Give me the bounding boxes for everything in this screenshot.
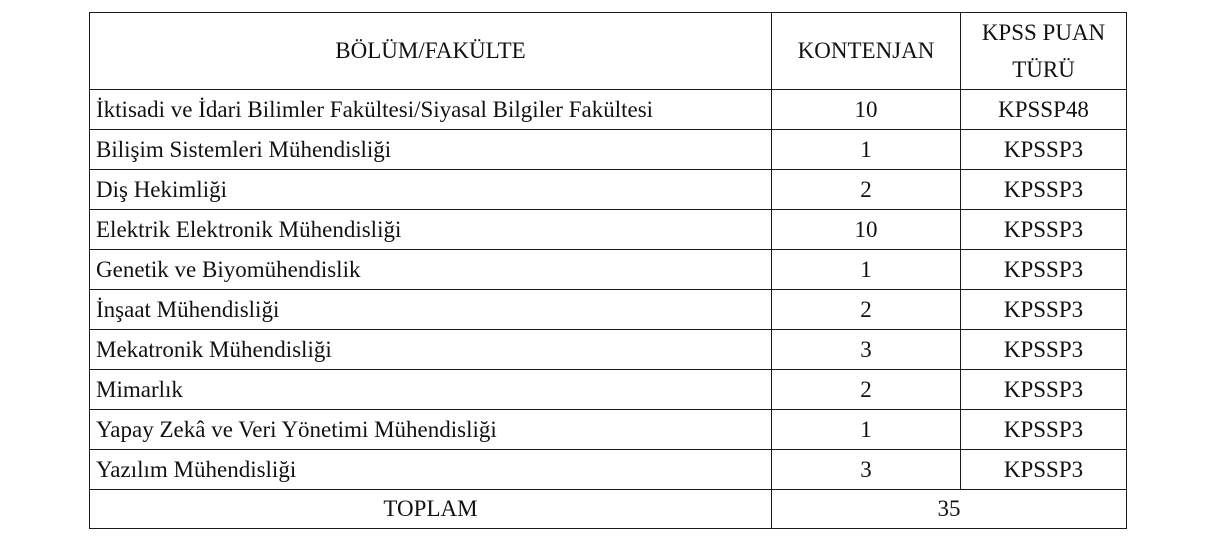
total-value: 35	[772, 490, 1127, 529]
quota-cell: 3	[772, 450, 961, 490]
department-cell: Mimarlık	[90, 370, 772, 410]
quota-cell: 2	[772, 290, 961, 330]
total-row	[90, 490, 1127, 529]
department-cell: Elektrik Elektronik Mühendisliği	[90, 210, 772, 250]
score-type-cell: KPSSP3	[961, 370, 1127, 410]
total-label: TOPLAM	[90, 490, 772, 529]
department-cell: İktisadi ve İdari Bilimler Fakültesi/Siyasal Bilgiler Fakültesi	[90, 90, 772, 130]
table-row	[90, 410, 1127, 450]
quota-cell: 1	[772, 250, 961, 290]
score-type-header-line1: KPSS PUAN	[981, 20, 1106, 45]
score-type-header-line2: TÜRÜ	[1012, 57, 1075, 82]
table-row	[90, 290, 1127, 330]
score-type-cell: KPSSP48	[961, 90, 1127, 130]
quota-cell: 2	[772, 170, 961, 210]
department-cell: Diş Hekimliği	[90, 170, 772, 210]
score-type-cell: KPSSP3	[961, 330, 1127, 370]
department-cell: Yapay Zekâ ve Veri Yönetimi Mühendisliği	[90, 410, 772, 450]
quota-cell: 2	[772, 370, 961, 410]
table-row	[90, 170, 1127, 210]
table-row	[90, 450, 1127, 490]
quota-cell: 1	[772, 130, 961, 170]
header-row	[90, 13, 1127, 90]
score-type-cell: KPSSP3	[961, 210, 1127, 250]
quota-header: KONTENJAN	[772, 13, 961, 90]
table-row	[90, 330, 1127, 370]
table-row	[90, 90, 1127, 130]
score-type-cell: KPSSP3	[961, 450, 1127, 490]
table-row	[90, 130, 1127, 170]
table-row	[90, 250, 1127, 290]
department-cell: Mekatronik Mühendisliği	[90, 330, 772, 370]
department-cell: Genetik ve Biyomühendislik	[90, 250, 772, 290]
quota-cell: 10	[772, 210, 961, 250]
score-type-header	[961, 13, 1127, 90]
score-type-cell: KPSSP3	[961, 170, 1127, 210]
table-row	[90, 210, 1127, 250]
department-header: BÖLÜM/FAKÜLTE	[90, 13, 772, 90]
department-cell: Bilişim Sistemleri Mühendisliği	[90, 130, 772, 170]
quota-cell: 3	[772, 330, 961, 370]
score-type-cell: KPSSP3	[961, 290, 1127, 330]
score-type-cell: KPSSP3	[961, 250, 1127, 290]
score-type-cell: KPSSP3	[961, 130, 1127, 170]
table-row	[90, 370, 1127, 410]
department-cell: Yazılım Mühendisliği	[90, 450, 772, 490]
quota-cell: 1	[772, 410, 961, 450]
quota-table	[89, 12, 1127, 529]
department-cell: İnşaat Mühendisliği	[90, 290, 772, 330]
quota-cell: 10	[772, 90, 961, 130]
score-type-cell: KPSSP3	[961, 410, 1127, 450]
